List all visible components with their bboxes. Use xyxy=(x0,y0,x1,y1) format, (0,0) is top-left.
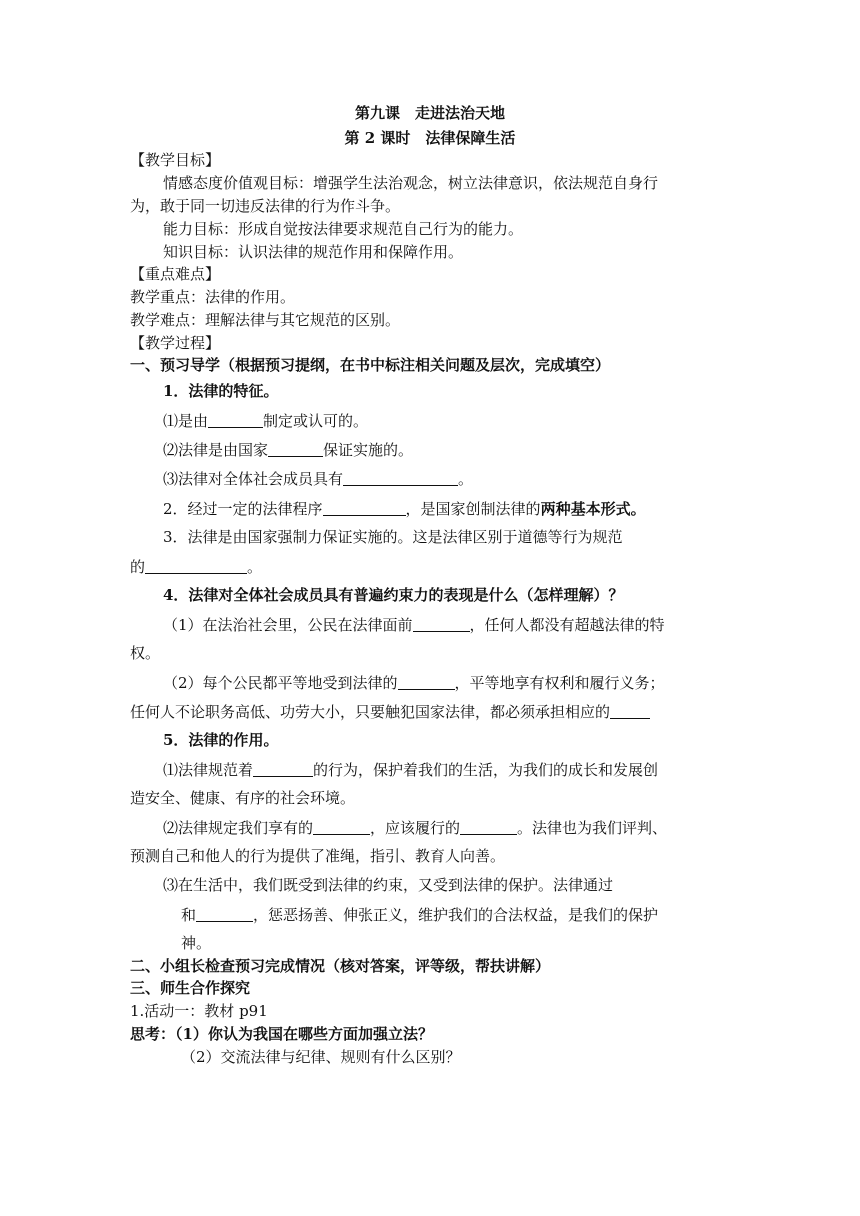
question-5-3-line1: ⑶在生活中，我们既受到法律的约束，又受到法律的保护。法律通过 xyxy=(163,876,614,894)
question-1-3: ⑶法律对全体社会成员具有 。 xyxy=(163,470,474,488)
fill-blank[interactable] xyxy=(268,442,323,457)
question-1-2: ⑵法律是由国家 保证实施的。 xyxy=(163,441,414,459)
key-point: 教学重点：法律的作用。 xyxy=(130,288,296,306)
question-5-3-line2: 和 ，惩恶扬善、伸张正义，维护我们的合法权益，是我们的保护 xyxy=(181,906,659,924)
question-5-2-line1: ⑵法律规定我们享有的 ，应该履行的 。法律也为我们评判、 xyxy=(163,819,668,837)
goal-ability: 能力目标：形成自觉按法律要求规范自己行为的能力。 xyxy=(163,220,524,238)
question-5: 5．法律的作用。 xyxy=(163,731,279,749)
goal-knowledge: 知识目标：认识法律的规范作用和保障作用。 xyxy=(163,243,464,261)
question-4-2-line1: （2）每个公民都平等地受到法律的 ，平等地享有权利和履行义务； xyxy=(163,674,665,692)
section-heading-process: 【教学过程】 xyxy=(130,334,221,352)
fill-blank[interactable] xyxy=(313,820,370,835)
section-heading-goals: 【教学目标】 xyxy=(130,151,221,169)
question-4: 4．法律对全体社会成员具有普遍约束力的表现是什么（怎样理解）？ xyxy=(163,586,624,604)
question-5-1-line1: ⑴法律规范着 的行为，保护着我们的生活，为我们的成长和发展创 xyxy=(163,761,659,779)
section-heading-key-points: 【重点难点】 xyxy=(130,265,221,283)
think-question-1: 思考：（1）你认为我国在哪些方面加强立法？ xyxy=(130,1025,433,1043)
question-1-1: ⑴是由 制定或认可的。 xyxy=(163,412,369,430)
question-3-line2: 的 。 xyxy=(130,558,263,576)
fill-blank[interactable] xyxy=(460,820,517,835)
question-5-3-line3: 神。 xyxy=(181,934,212,952)
question-5-1-line2: 造安全、健康、有序的社会环境。 xyxy=(130,789,356,807)
fill-blank[interactable] xyxy=(398,675,455,690)
fill-blank[interactable] xyxy=(208,413,263,428)
period-title: 第 2 课时 法律保障生活 xyxy=(344,129,516,147)
question-4-2-line2: 任何人不论职务高低、功劳大小，只要触犯国家法律，都必须承担相应的 xyxy=(130,704,650,720)
question-5-2-line2: 预测自己和他人的行为提供了准绳，指引、教育人向善。 xyxy=(130,847,506,865)
lesson-title: 第九课 走进法治天地 xyxy=(354,104,505,122)
question-3-line1: 3．法律是由国家强制力保证实施的。这是法律区别于道德等行为规范 xyxy=(163,528,623,546)
fill-blank[interactable] xyxy=(323,501,406,516)
fill-blank[interactable] xyxy=(196,907,253,922)
activity-1: 1.活动一：教材 p91 xyxy=(130,1002,268,1020)
fill-blank[interactable] xyxy=(145,559,247,574)
fill-blank[interactable] xyxy=(343,471,458,486)
difficult-point: 教学难点：理解法律与其它规范的区别。 xyxy=(130,311,401,329)
goal-attitude-line1: 情感态度价值观目标：增强学生法治观念，树立法律意识，依法规范自身行 xyxy=(163,174,659,192)
fill-blank[interactable] xyxy=(610,704,650,719)
goal-attitude-line2: 为，敢于同一切违反法律的行为作斗争。 xyxy=(130,197,401,215)
question-1: 1．法律的特征。 xyxy=(163,382,279,400)
question-4-1-line2: 权。 xyxy=(130,644,161,662)
fill-blank[interactable] xyxy=(253,762,313,777)
part-two-heading: 二、小组长检查预习完成情况（核对答案，评等级，帮扶讲解） xyxy=(130,957,551,975)
think-question-2: （2）交流法律与纪律、规则有什么区别？ xyxy=(181,1048,461,1066)
part-three-heading: 三、师生合作探究 xyxy=(130,979,251,997)
fill-blank[interactable] xyxy=(413,617,470,632)
part-one-heading: 一、预习导学（根据预习提纲，在书中标注相关问题及层次，完成填空） xyxy=(130,356,611,374)
question-4-1-line1: （1）在法治社会里，公民在法律面前 ，任何人都没有超越法律的特 xyxy=(163,616,665,634)
question-2: 2．经过一定的法律程序 ，是国家创制法律的两种基本形式。 xyxy=(163,500,646,518)
